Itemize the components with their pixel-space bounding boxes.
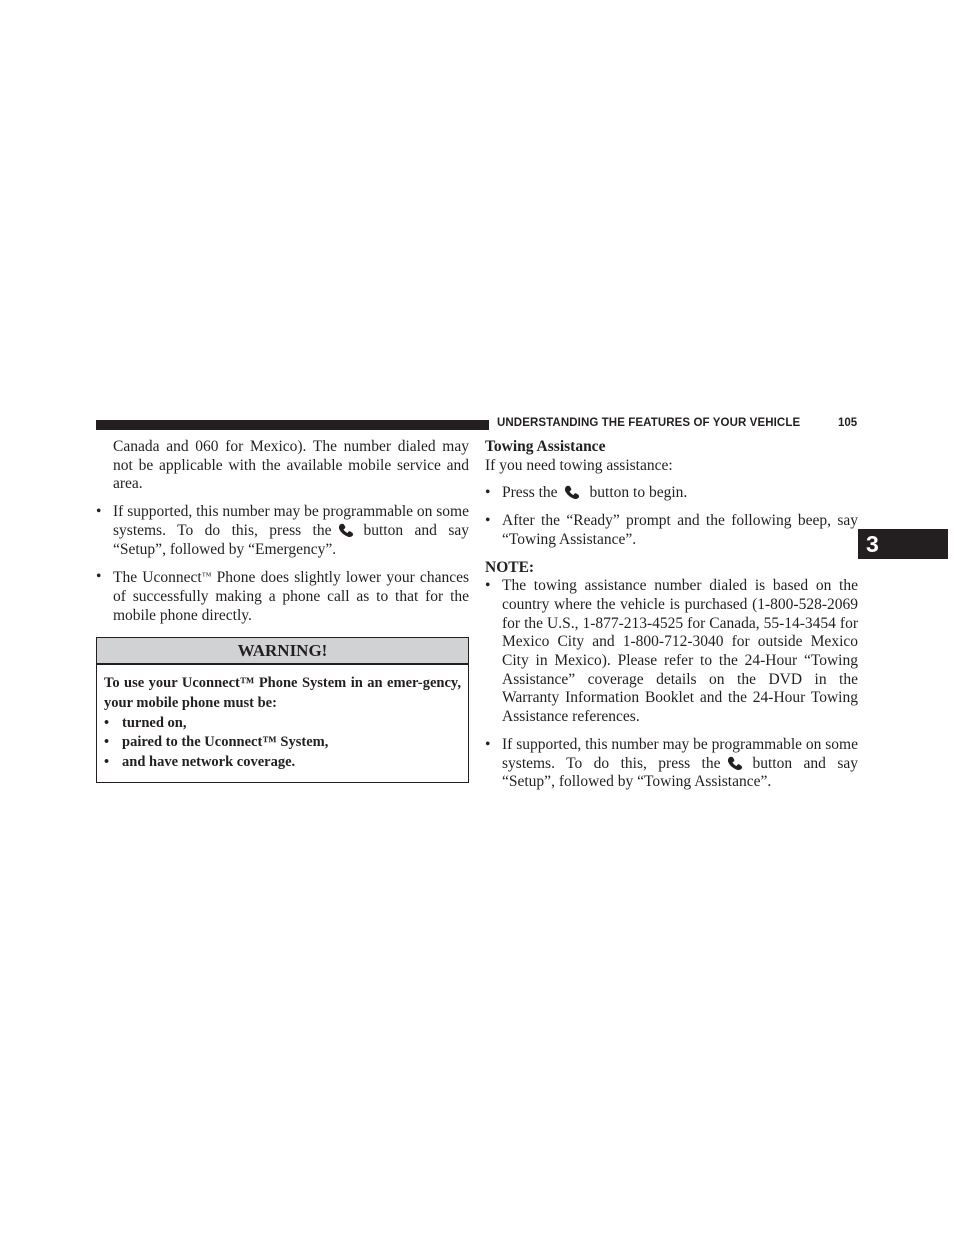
list-item: • The towing assistance number dialed is based on the country where the vehicle is purchased (1-800-528-2069 for the U.S., 1-877-213-4525 for Canada, 55-14-3454 for Mexico City and 1-800-712-3040 for outside Mexico City in Mexico). Please refer to the 24-Hour “Towing Assistance” coverage details on the DVD in the Warranty Information Booklet and the 24-Hour Towing Assistance references.: [485, 577, 858, 726]
bullet: •: [485, 577, 491, 595]
phone-icon: [338, 523, 360, 537]
header-rule: [96, 420, 489, 430]
warning-list-item: • turned on,: [104, 714, 461, 734]
list-item: • If supported, this number may be programmable on some systems. To do this, press the button and say “Setup”, followed by “Emergency”.: [96, 503, 469, 558]
chapter-tab: 3: [858, 529, 948, 559]
bullet: •: [96, 568, 102, 586]
bullet: •: [104, 734, 110, 751]
continued-paragraph: Canada and 060 for Mexico). The number dialed may not be applicable with the available mobile service and area.: [113, 438, 469, 493]
left-column: [96, 438, 469, 783]
trademark-symbol: ™: [201, 571, 212, 583]
running-header-title: UNDERSTANDING THE FEATURES OF YOUR VEHICLE: [497, 417, 801, 429]
warning-intro: To use your Uconnect™ Phone System in an emer-gency, your mobile phone must be:: [104, 675, 461, 712]
intro-paragraph: If you need towing assistance:: [485, 456, 673, 474]
warning-list-item: • paired to the Uconnect™ System,: [104, 733, 461, 753]
warning-box: [96, 637, 469, 783]
bullet: •: [104, 754, 110, 771]
phone-icon: [727, 756, 749, 770]
bullet: •: [104, 714, 110, 731]
list-item: • After the “Ready” prompt and the following beep, say “Towing Assistance”.: [485, 512, 858, 548]
warning-title: WARNING!: [97, 638, 468, 665]
warning-body: [97, 665, 468, 782]
bullet: •: [485, 512, 491, 530]
list-item: • The Uconnect™ Phone does slightly lower your chances of successfully making a phone call as to that for the mobile phone directly.: [96, 568, 469, 624]
list-item: • Press the button to begin.: [485, 484, 688, 502]
phone-icon: [564, 485, 586, 499]
section-heading: Towing Assistance: [485, 438, 606, 455]
warning-list-item: • and have network coverage.: [104, 753, 461, 773]
right-column: [485, 438, 858, 792]
note-label: NOTE:: [485, 558, 535, 576]
bullet: •: [485, 484, 491, 502]
bullet: •: [96, 503, 102, 521]
page-number: 105: [838, 417, 858, 429]
list-item: • If supported, this number may be programmable on some systems. To do this, press the button and say “Setup”, followed by “Towing Assistance”.: [485, 735, 858, 791]
bullet: •: [485, 735, 491, 753]
